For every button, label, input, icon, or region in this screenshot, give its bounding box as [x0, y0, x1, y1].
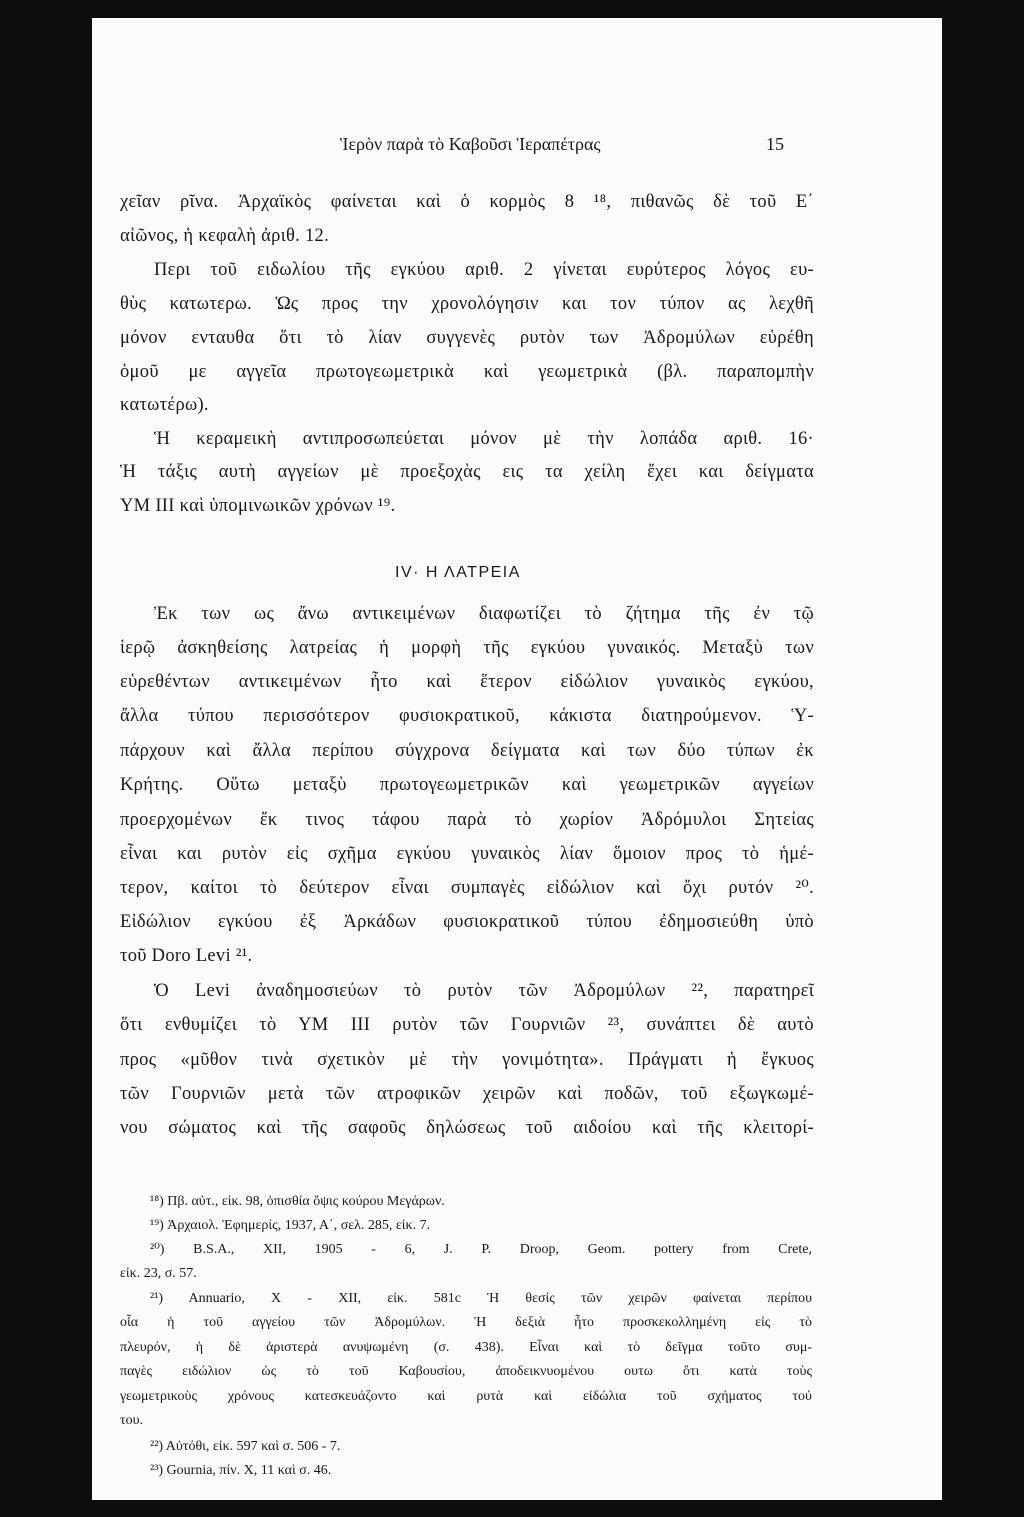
footnote-line: ²¹) Annuario, X - XII, εἰκ. 581c Ἡ θεσίς τῶν χειρῶν φαίνεται περίπου — [150, 1291, 812, 1306]
body-line: τερον, καίτοι τὸ δεύτερον εἶναι συμπαγὲς εἰδώλιον καὶ ὄχι ρυτόν ²⁰. — [120, 878, 814, 898]
body-line: ΥΜ ΙΙΙ καὶ ὑπομινωικῶν χρόνων ¹⁹. — [120, 496, 396, 516]
running-title: Ἱερὸν παρὰ τὸ Καβοῦσι Ἱεραπέτρας — [340, 134, 601, 154]
footnote-line: ²⁰) B.S.A., XII, 1905 - 6, J. P. Droop, Geom. pottery from Crete, — [150, 1242, 812, 1257]
body-line: Ὁ Levi ἀναδημοσιεύων τὸ ρυτὸν τῶν Ἀδρομύλων ²², παρατηρεῖ — [154, 981, 814, 1001]
body-line: προερχομένων ἔκ τινος τάφου παρὰ τὸ χωρίον Ἀδρόμυλοι Σητείας — [120, 810, 814, 830]
body-line: εἶναι και ρυτὸν εἰς σχῆμα εγκύου γυναικὸς λίαν ὅμοιον προς τὸ ἡμέ- — [120, 844, 814, 864]
footnote-line: ¹⁹) Ἀρχαιολ. Ἐφημερίς, 1937, Α΄, σελ. 285, εἰκ. 7. — [150, 1218, 431, 1233]
body-line: Ἡ κεραμεικὴ αντιπροσωπεύεται μόνον μὲ τὴν λοπάδα αριθ. 16· — [154, 429, 814, 449]
body-line: εὑρεθέντων αντικειμένων ἦτο καὶ ἕτερον εἰδώλιον γυναικὸς εγκύου, — [120, 672, 814, 692]
footnote-line: ²³) Gournia, πίν. X, 11 καὶ σ. 46. — [150, 1463, 332, 1478]
body-line: πάρχουν καὶ ἄλλα περίπου σύγχρονα δείγματα καὶ των δύο τύπων ἐκ — [120, 741, 814, 761]
body-line: ἄλλα τύπου περισσότερον φυσιοκρατικοῦ, κάκιστα διατηρούμενον. Ὑ- — [120, 706, 814, 726]
footnote-line: παγὲς ειδώλιον ὡς τὸ τοῦ Καβουσίου, ἀποδεικνυομένου ουτω ὅτι κατὰ τοὺς — [120, 1364, 812, 1379]
body-line: προς «μῦθον τινὰ σχετικὸν μὲ τὴν γονιμότητα». Πράγματι ἡ ἔγκυος — [120, 1050, 814, 1070]
body-line: χεῖαν ρῖνα. Ἀρχαϊκὸς φαίνεται καὶ ὁ κορμὸς 8 ¹⁸, πιθανῶς δὲ τοῦ Ε΄ — [120, 192, 814, 212]
body-line: μόνον ενταυθα ὅτι τὸ λίαν συγγενὲς ρυτὸν των Ἀδρομύλων εὑρέθη — [120, 328, 814, 348]
footnote-line: ¹⁸) Πβ. αὐτ., εἰκ. 98, ὀπισθία ὄψις κούρου Μεγάρων. — [150, 1194, 445, 1209]
body-line: ὅτι ενθυμίζει τὸ ΥΜ ΙΙΙ ρυτὸν τῶν Γουρνιῶν ²³, συνάπτει δὲ αυτὸ — [120, 1015, 814, 1035]
body-line: τῶν Γουρνιῶν μετὰ τῶν ατροφικῶν χειρῶν καὶ ποδῶν, τοῦ εξωγκωμέ- — [120, 1084, 814, 1104]
footnote-line: γεωμετρικοὺς χρόνους κατεσκευάζοντο καὶ ρυτὰ καὶ εἰδώλια τοῦ σχήματος τού — [120, 1389, 812, 1404]
footnote-line: εἰκ. 23, σ. 57. — [120, 1266, 197, 1281]
section-heading: IV· Η ΛΑΤΡΕΙΑ — [395, 564, 521, 581]
body-line: Εἰδώλιον εγκύου ἐξ Ἀρκάδων φυσιοκρατικοῦ τύπου ἐδημοσιεύθη ὑπὸ — [120, 912, 814, 932]
body-line: ὁμοῦ με αγγεῖα πρωτογεωμετρικὰ καὶ γεωμετρικὰ (βλ. παραπομπὴν — [120, 362, 814, 382]
body-line: νου σώματος καὶ τῆς σαφοῦς δηλώσεως τοῦ αιδοίου καὶ τῆς κλειτορί- — [120, 1118, 814, 1138]
footnote-line: οἷα ἡ τοῦ αγγείου τῶν Ἀδρομύλων. Ἡ δεξιὰ ἦτο προσκεκολλημένη εἰς τὸ — [120, 1315, 812, 1330]
body-line: θὺς κατωτερω. Ὡς προς την χρονολόγησιν και τον τύπον ας λεχθῆ — [120, 294, 814, 314]
body-line: Κρήτης. Οὕτω μεταξὺ πρωτογεωμετρικῶν καὶ γεωμετρικῶν αγγείων — [120, 775, 814, 795]
body-line: ἱερῷ ἀσκηθείσης λατρείας ἡ μορφὴ τῆς εγκύου γυναικός. Μεταξὺ των — [120, 638, 814, 658]
body-line: Περι τοῦ ειδωλίου τῆς εγκύου αριθ. 2 γίνεται ευρύτερος λόγος ευ- — [154, 260, 814, 280]
page-number: 15 — [766, 134, 784, 154]
footnote-line: του. — [120, 1413, 144, 1428]
body-line: κατωτέρω). — [120, 395, 209, 415]
body-line: Ἐκ των ως ἄνω αντικειμένων διαφωτίζει τὸ ζήτημα τῆς ἐν τῷ — [154, 604, 814, 624]
footnote-line: πλευρόν, ἡ δὲ ἀριστερὰ ανυψωμένη (σ. 438). Εἶναι καὶ τὸ δεῖγμα τοῦτο συμ- — [120, 1340, 812, 1355]
body-line: Ἡ τάξις αυτὴ αγγείων μὲ προεξοχὰς εις τα χείλη ἔχει και δείγματα — [120, 462, 814, 482]
footnote-line: ²²) Αὐτόθι, εἰκ. 597 καὶ σ. 506 - 7. — [150, 1439, 341, 1454]
body-line: αἰῶνος, ἡ κεφαλὴ ἀριθ. 12. — [120, 226, 330, 246]
body-line: τοῦ Doro Levi ²¹. — [120, 946, 253, 966]
